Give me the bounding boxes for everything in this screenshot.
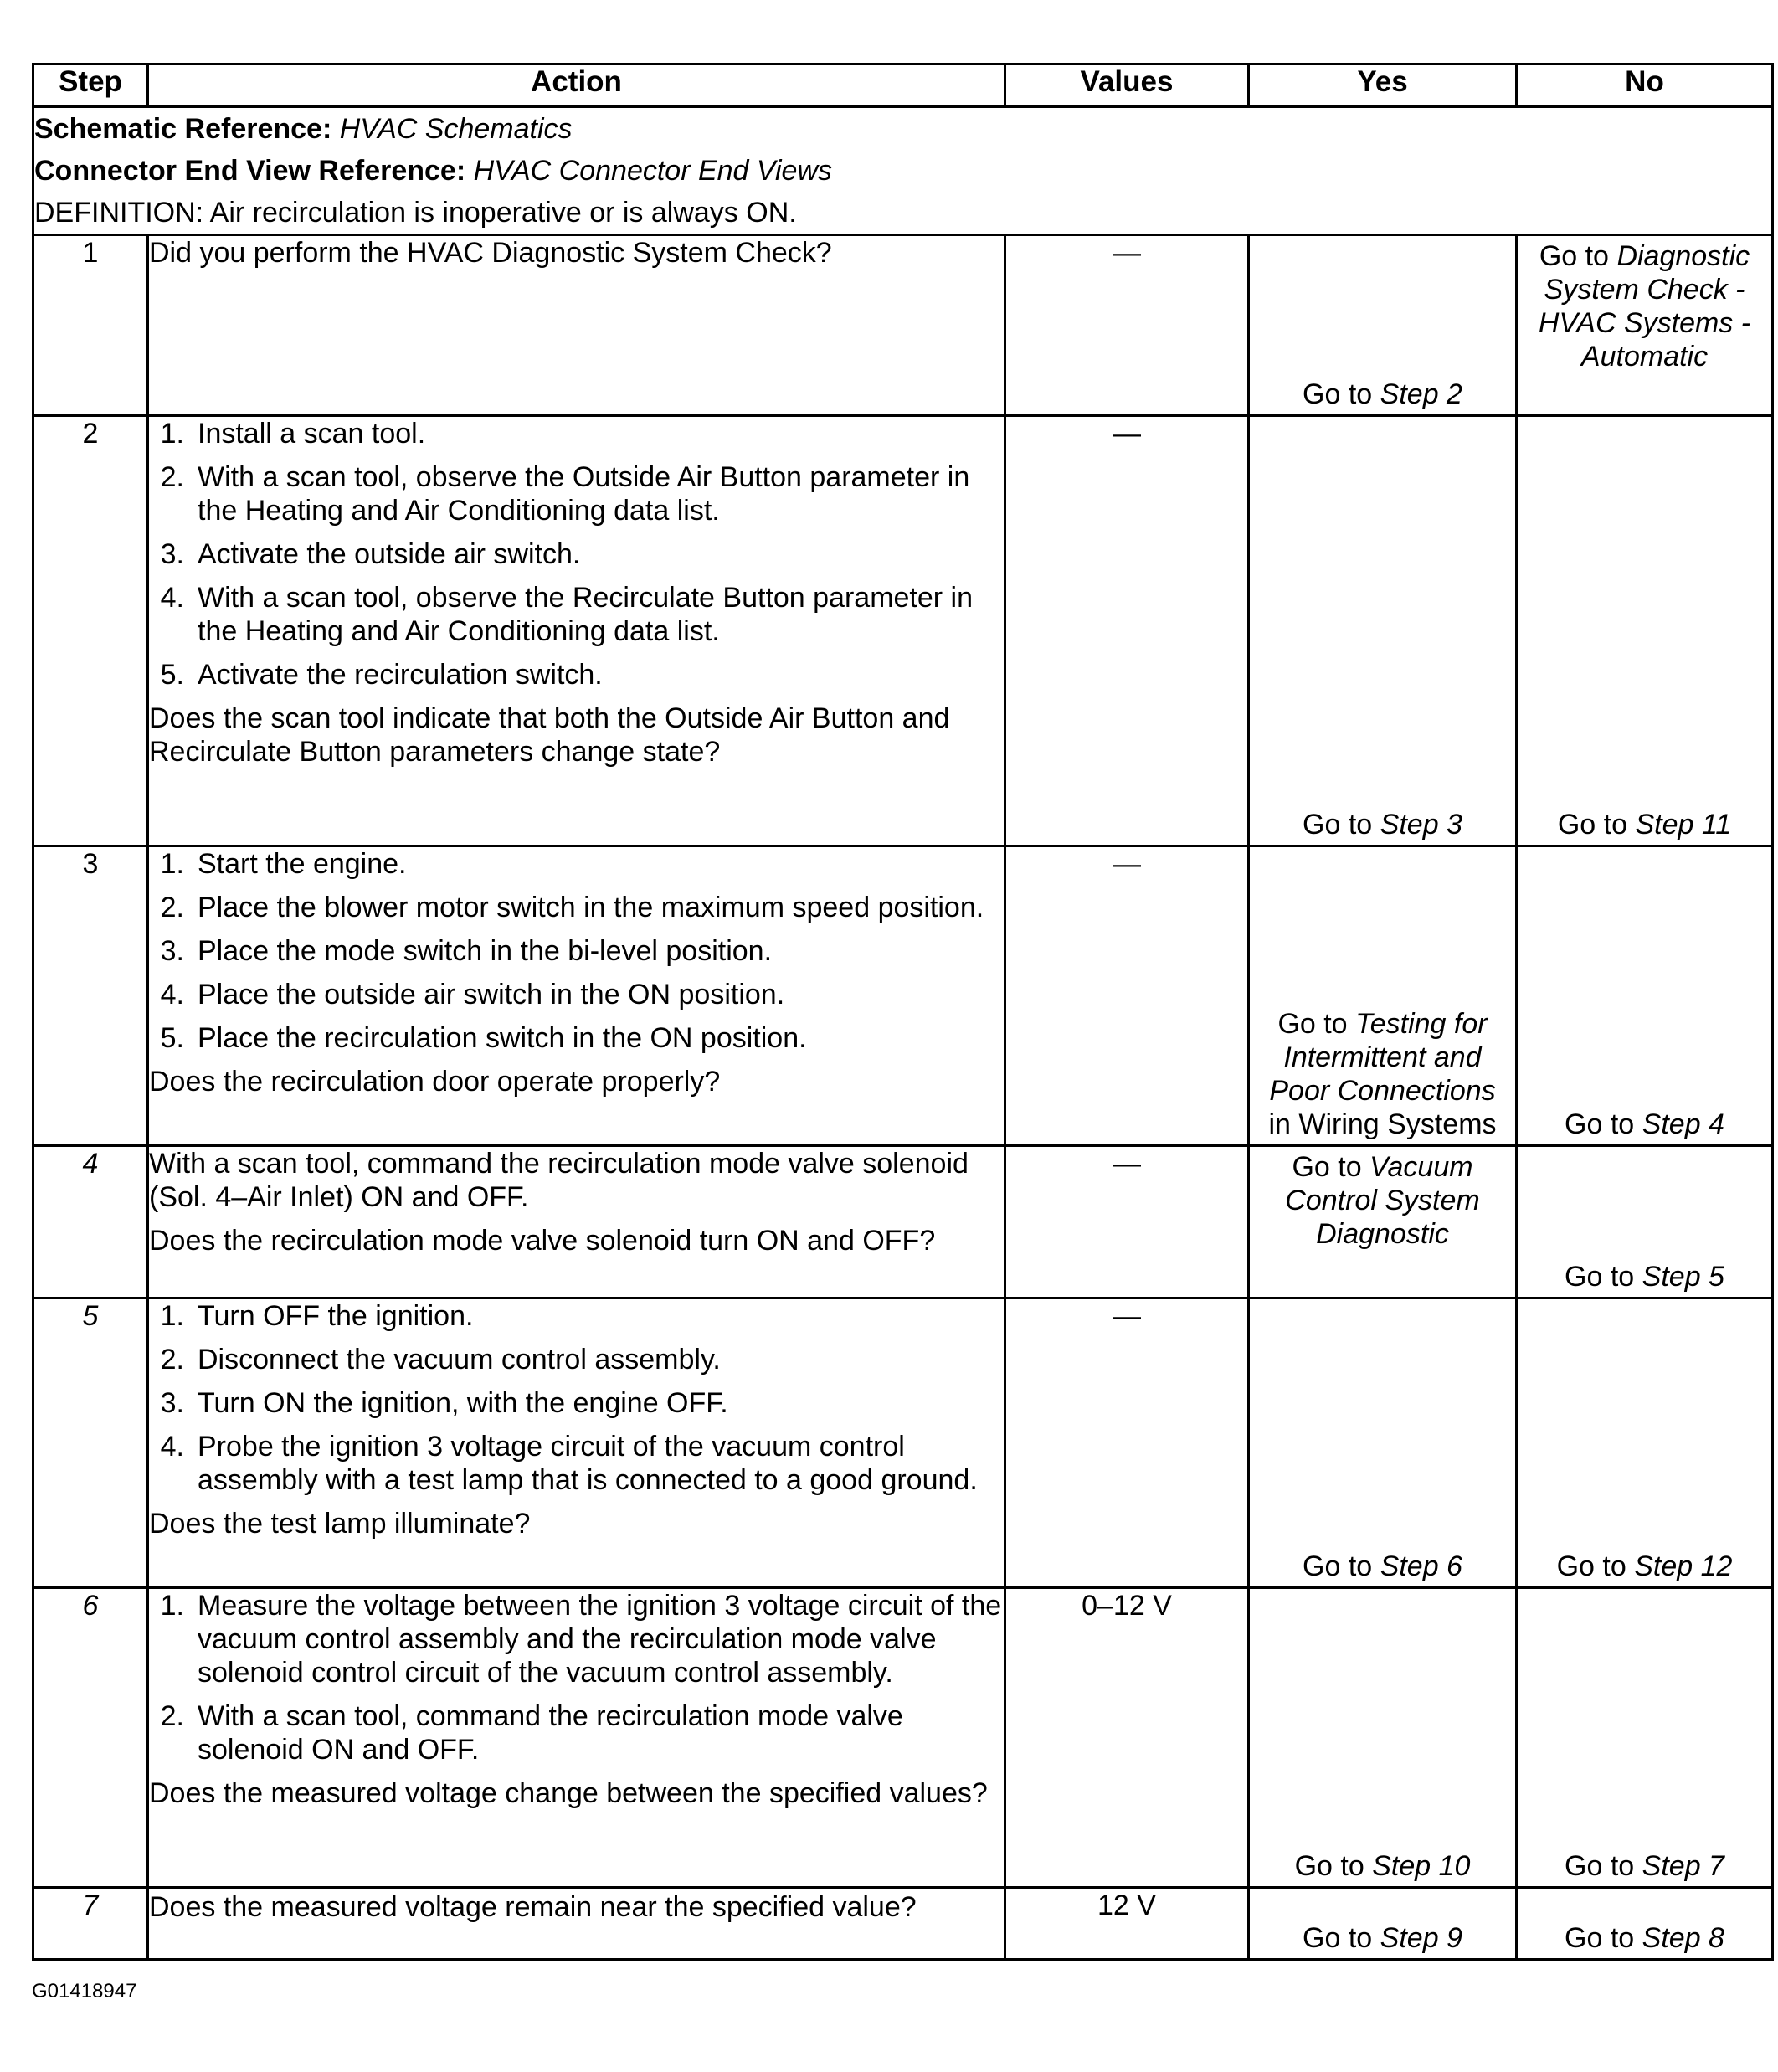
yes-goto[interactable]: Go to Testing for Intermittent and Poor Connections in Wiring Systems bbox=[1268, 1008, 1497, 1140]
value-cell: — bbox=[1005, 416, 1249, 846]
list-item: 2. With a scan tool, observe the Outside Air Button parameter in the Heating and Air Conditioning data list. bbox=[160, 461, 970, 527]
list-item: 1. Install a scan tool. bbox=[160, 418, 426, 450]
no-cell bbox=[1517, 416, 1773, 846]
header-action: Action bbox=[148, 64, 1005, 107]
list-item: 4. Probe the ignition 3 voltage circuit of the vacuum control assembly with a test lamp that is connected to a good ground. bbox=[160, 1431, 978, 1496]
step-row-3 bbox=[33, 846, 1773, 1146]
connector-reference-label: Connector End View Reference: bbox=[34, 155, 466, 187]
no-link[interactable]: Step 7 bbox=[1642, 1850, 1724, 1882]
step-row-2 bbox=[33, 416, 1773, 846]
value-cell: — bbox=[1005, 1298, 1249, 1588]
action-list bbox=[149, 1299, 1004, 1497]
no-link[interactable]: Step 4 bbox=[1642, 1108, 1724, 1140]
step-row-7 bbox=[33, 1888, 1773, 1960]
no-link[interactable]: Diagnostic System Check - HVAC Systems - Automatic bbox=[1538, 240, 1751, 373]
action-cell bbox=[148, 846, 1005, 1146]
action-cell bbox=[148, 1298, 1005, 1588]
list-item: 2. With a scan tool, command the recirculation mode valve solenoid ON and OFF. bbox=[160, 1700, 903, 1766]
no-goto[interactable]: Go to Step 12 bbox=[1556, 1550, 1733, 1582]
action-question: Did you perform the HVAC Diagnostic System Check? bbox=[149, 237, 832, 269]
action-cell bbox=[148, 416, 1005, 846]
step-row-4 bbox=[33, 1146, 1773, 1298]
yes-goto[interactable]: Go to Step 10 bbox=[1294, 1850, 1471, 1882]
step-row-1 bbox=[33, 235, 1773, 416]
yes-link[interactable]: Testing for Intermittent and Poor Connections bbox=[1269, 1008, 1496, 1107]
no-goto[interactable]: Go to Step 4 bbox=[1565, 1108, 1724, 1140]
no-cell bbox=[1517, 1146, 1773, 1298]
no-goto[interactable]: Go to Step 8 bbox=[1565, 1922, 1724, 1954]
action-cell bbox=[148, 235, 1005, 416]
value-cell: — bbox=[1005, 846, 1249, 1146]
header-yes: Yes bbox=[1249, 64, 1517, 107]
value-cell: — bbox=[1005, 1146, 1249, 1298]
list-item: 5. Place the recirculation switch in the ON position. bbox=[160, 1022, 807, 1054]
action-question: Does the test lamp illuminate? bbox=[149, 1508, 531, 1540]
no-link[interactable]: Step 12 bbox=[1634, 1550, 1733, 1582]
action-question: Does the measured voltage remain near the specified value? bbox=[149, 1891, 917, 1923]
header-row bbox=[33, 64, 1773, 107]
no-link[interactable]: Step 8 bbox=[1642, 1922, 1724, 1954]
yes-cell bbox=[1249, 1298, 1517, 1588]
yes-link[interactable]: Step 6 bbox=[1380, 1550, 1462, 1582]
action-list bbox=[149, 1589, 1004, 1766]
action-cell bbox=[148, 1588, 1005, 1888]
list-item: 1. Turn OFF the ignition. bbox=[160, 1300, 474, 1332]
yes-cell bbox=[1249, 1588, 1517, 1888]
definition-text: DEFINITION: Air recirculation is inoperative or is always ON. bbox=[34, 197, 797, 229]
step-number: 7 bbox=[33, 1888, 148, 1960]
schematic-reference-link[interactable]: HVAC Schematics bbox=[339, 113, 573, 145]
list-item: 3. Activate the outside air switch. bbox=[160, 538, 581, 570]
diagnostic-table bbox=[32, 63, 1774, 1961]
action-instruction: With a scan tool, command the recirculation mode valve solenoid (Sol. 4–Air Inlet) ON and OFF. bbox=[149, 1148, 969, 1213]
connector-reference-link[interactable]: HVAC Connector End Views bbox=[473, 155, 832, 187]
value-cell: — bbox=[1005, 235, 1249, 416]
reference-row bbox=[33, 107, 1773, 235]
action-question: Does the recirculation mode valve solenoid turn ON and OFF? bbox=[149, 1225, 936, 1257]
action-question: Does the measured voltage change between the specified values? bbox=[149, 1777, 988, 1809]
yes-goto[interactable]: Go to Step 3 bbox=[1303, 809, 1462, 841]
value-cell: 0–12 V bbox=[1005, 1588, 1249, 1888]
list-item: 5. Activate the recirculation switch. bbox=[160, 659, 603, 691]
action-cell bbox=[148, 1146, 1005, 1298]
header-step: Step bbox=[33, 64, 148, 107]
yes-goto[interactable]: Go to Step 9 bbox=[1303, 1922, 1462, 1954]
yes-goto[interactable]: Go to Vacuum Control System Diagnostic bbox=[1285, 1151, 1480, 1250]
list-item: 4. With a scan tool, observe the Recirculate Button parameter in the Heating and Air Conditioning data list. bbox=[160, 582, 974, 647]
no-cell bbox=[1517, 1298, 1773, 1588]
header-values: Values bbox=[1005, 64, 1249, 107]
action-list bbox=[149, 847, 1004, 1055]
reference-cell bbox=[33, 107, 1773, 235]
action-list bbox=[149, 417, 1004, 692]
action-question: Does the recirculation door operate properly? bbox=[149, 1066, 721, 1098]
step-number: 3 bbox=[33, 846, 148, 1146]
list-item: 1. Start the engine. bbox=[160, 848, 407, 880]
list-item: 3. Place the mode switch in the bi-level position. bbox=[160, 935, 773, 967]
list-item: 2. Place the blower motor switch in the maximum speed position. bbox=[160, 892, 984, 923]
yes-link[interactable]: Step 9 bbox=[1380, 1922, 1462, 1954]
step-number: 5 bbox=[33, 1298, 148, 1588]
step-number: 4 bbox=[33, 1146, 148, 1298]
yes-cell bbox=[1249, 846, 1517, 1146]
step-number: 1 bbox=[33, 235, 148, 416]
no-cell bbox=[1517, 1888, 1773, 1960]
step-number: 2 bbox=[33, 416, 148, 846]
header-no: No bbox=[1517, 64, 1773, 107]
yes-link[interactable]: Vacuum Control System Diagnostic bbox=[1285, 1151, 1480, 1250]
yes-cell bbox=[1249, 1146, 1517, 1298]
yes-link[interactable]: Step 3 bbox=[1380, 809, 1462, 841]
action-cell bbox=[148, 1888, 1005, 1960]
no-cell bbox=[1517, 235, 1773, 416]
figure-id: G01418947 bbox=[32, 1980, 137, 2003]
yes-cell bbox=[1249, 235, 1517, 416]
no-goto[interactable]: Go to Step 11 bbox=[1557, 809, 1732, 841]
connector-reference bbox=[34, 150, 1771, 192]
yes-link[interactable]: Step 10 bbox=[1372, 1850, 1471, 1882]
list-item: 3. Turn ON the ignition, with the engine OFF. bbox=[160, 1387, 728, 1419]
list-item: 4. Place the outside air switch in the ON position. bbox=[160, 979, 785, 1010]
no-goto[interactable]: Go to Step 5 bbox=[1565, 1261, 1724, 1293]
schematic-reference bbox=[34, 108, 1771, 150]
yes-cell bbox=[1249, 1888, 1517, 1960]
no-cell bbox=[1517, 1588, 1773, 1888]
yes-link[interactable]: Step 2 bbox=[1380, 378, 1462, 410]
no-link[interactable]: Step 11 bbox=[1635, 809, 1732, 841]
step-number: 6 bbox=[33, 1588, 148, 1888]
yes-cell bbox=[1249, 416, 1517, 846]
no-goto[interactable]: Go to Diagnostic System Check - HVAC Systems - Automatic bbox=[1538, 240, 1751, 373]
no-cell bbox=[1517, 846, 1773, 1146]
yes-goto[interactable]: Go to Step 6 bbox=[1303, 1550, 1462, 1582]
no-goto[interactable]: Go to Step 7 bbox=[1565, 1850, 1724, 1882]
schematic-reference-label: Schematic Reference: bbox=[34, 113, 332, 145]
list-item: 2. Disconnect the vacuum control assembly. bbox=[160, 1344, 721, 1375]
no-link[interactable]: Step 5 bbox=[1642, 1261, 1724, 1293]
step-row-5 bbox=[33, 1298, 1773, 1588]
list-item: 1. Measure the voltage between the ignition 3 voltage circuit of the vacuum control assembly and the recirculation mode valve solenoid control circuit of the vacuum control assembly. bbox=[160, 1590, 1002, 1689]
value-cell: 12 V bbox=[1005, 1888, 1249, 1960]
yes-goto[interactable]: Go to Step 2 bbox=[1303, 378, 1462, 410]
action-question: Does the scan tool indicate that both the Outside Air Button and Recirculate Button parameters change state? bbox=[149, 702, 950, 768]
step-row-6 bbox=[33, 1588, 1773, 1888]
